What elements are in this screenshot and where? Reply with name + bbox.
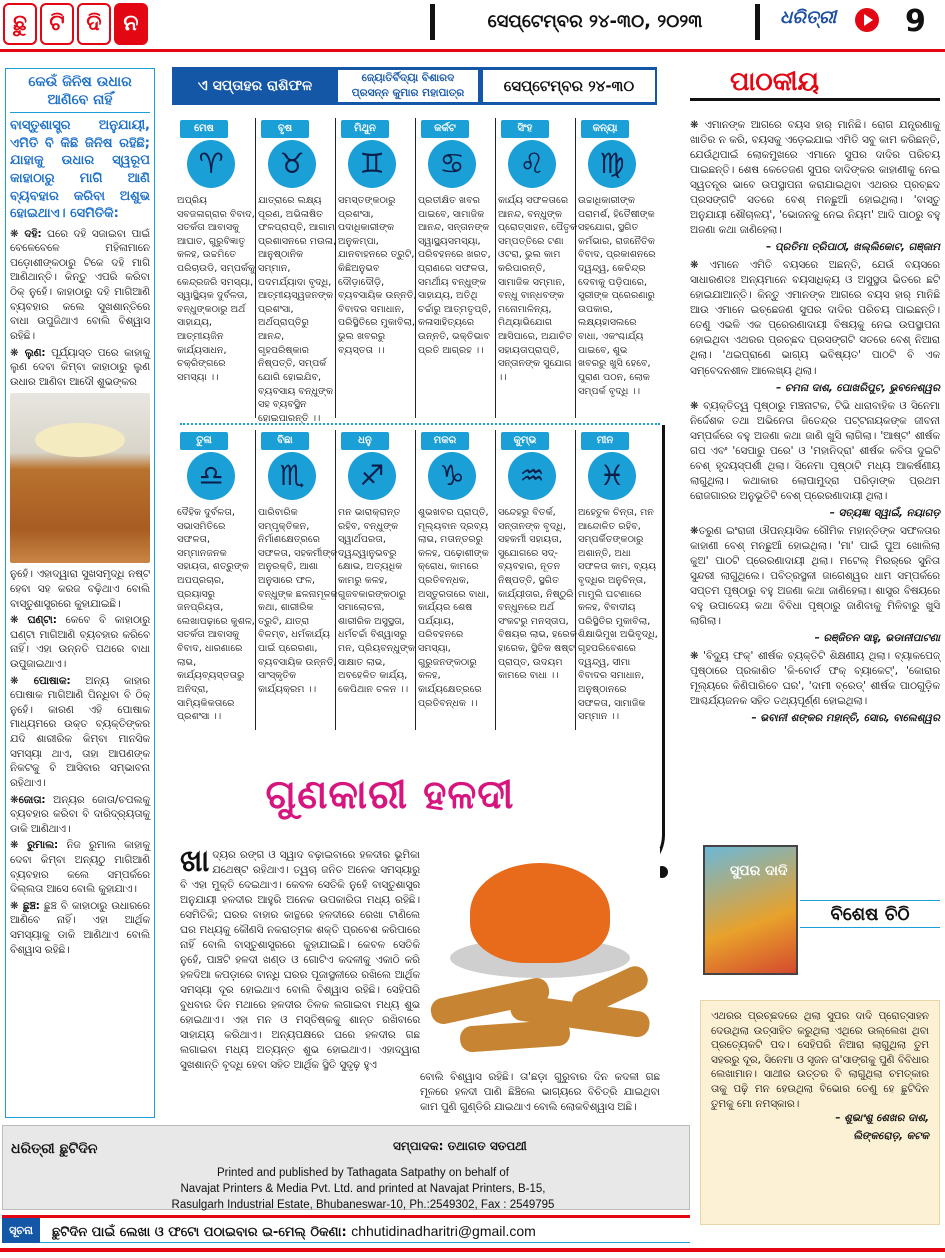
left-article-title: କେଉଁ ଜିନିଷ ଉଧାର ଆଣିବେ ନାହିଁ [10,73,150,113]
notice-tag: ସୂଚନା [2,1218,40,1243]
logo-letter-2: ଟି [40,3,74,45]
horoscope-header [172,67,657,105]
turmeric-image [420,848,660,1063]
issue-date: ସେପ୍ଟେମ୍ବର ୨୪-୩୦, ୨୦୨୩ [430,4,760,40]
letter-text: ❋ ବ୍ୟକ୍ତିତ୍ୱ ପୃଷ୍ଠାରୁ ମଞ୍ଚନାଟକ, ଟିଭି ଧାରାବାହିକ ଓ ସିନେମା ନିର୍ଦ୍ଦେଶକ ତଥା ଅଭିନେତା ଜିତେନ୍ଦ୍ର ପଟ୍ଟନାୟକଙ୍କ ଜୀବନୀ ସମ୍ପର୍କରେ ବହୁ ଅଜଣା କଥା ଜାଣି ଖୁସି ଲାଗିଲା। 'ଆଷ୍ଟ' ଶୀର୍ଷକ ଗପ ଏବଂ 'ସେପାରୁ ପରେ' ଓ 'ମହାନିଦ୍ରା' ଶୀର୍ଷକ କବିତା ଦୁଇଟି ବେଶ୍ ହୃଦୟସ୍ପର୍ଶୀ ଥିଲା। ସିନେମା ପୃଷ୍ଠାଟି ମଧ୍ୟ ଆକର୍ଷଣୀୟ ଲାଗୁଥିଲା। କଥାକାର ଲୋପାମୁଦ୍ରା ପରିଡ଼ାଙ୍କ ପ୍ରଥମ ରୋଜଗାରର ଅନୁଭୂତିଟି ବେଶ୍ ପ୍ରେରଣାଦାୟୀ ଥିଲା। [690,399,940,502]
readers-letters-title: ପାଠକୀୟ [730,67,820,97]
magazine-cover-image: ସୁପର ଦାଦି [703,845,798,975]
letter-text: ❋ 'ବିଦ୍ୟୁ ଫକ୍' ଶୀର୍ଷକ ବ୍ୟକ୍ତିଟି ଶିକ୍ଷଣୀୟ ଥିଲା। ବ୍ୟାକପେଜ୍ ପୃଷ୍ଠାରେ ପ୍ରକାଶିତ 'କି-ବୋର୍ଡ ଫକ୍ ବ୍ୟାକେଟ୍', 'କୋରାର ମୂଲ୍ୟରେ କିଣିପାରିବେ ଘର', 'ଦାମୀ ବ୍ରେଡ୍' ଶୀର୍ଷକ ପାଠଗୁଡ଼ିକ ଆଶ୍ଚର୍ଯ୍ୟଜନକ ସହିତ ତଥ୍ୟପୂର୍ଣ୍ଣ ହୋଇଥିଲା। [690,650,940,708]
zodiac-name: ମକର [421,432,469,450]
notice-bar [2,1215,690,1243]
letter-text: ❋ ଏମାନଙ୍କ ଆଗରେ ବୟସ ହାର୍ ମାନିଛି। ରୋଗ ଯନ୍ତ୍ରଣାକୁ ଖାତିର ନ କରି, ବୟସକୁ ଏଡ଼େଇଯାଇ ଏମିତି ସବୁ କାମ କରିଛନ୍ତି, ଯେଉଁଥିପାଇଁ ଲୋକମୁଖରେ ଏମାନେ ସୁପର ଦାଦିର ପରିଚୟ ପାଇଛନ୍ତି। ଶେଷ କେତେଜଣ ସୁପର ଦାଦିଙ୍କର କାହାଣୀକୁ ନେଇ ସ୍ୱତନ୍ତ୍ର ଭାବେ ଉପସ୍ଥାପନା କରାଯାଇଥିବା ଏଥରର ପ୍ରଚ୍ଛଦ ପ୍ରସଙ୍ଗଟି ସତରେ ବେଶ୍ ମନଛୁଆଁ ହୋଇଥିଲା। 'ବାସ୍ତୁ ଅନୁଯାୟୀ ଶୌଚାଳୟ', 'ଭୋଜନକୁ ନେଇ ନିୟମ' ଆଦି ପାଠରୁ ବହୁ ଅଜଣା କଥା ଜାଣିହେଲା। [690,119,940,237]
zodiac-icon: ♍ [588,140,636,188]
dropcap: ଖା [180,844,210,879]
zodiac-name: ମୀନ [581,432,629,450]
zodiac-name: ବୃଷ [261,120,309,138]
special-letter [700,1000,940,1225]
zodiac-1 [175,430,255,730]
zodiac-forecast: କାର୍ଯ୍ୟ ସଫଳତାରେ ଆନନ୍ଦ, ବନ୍ଧୁଙ୍କ ପ୍ରୋତ୍ସାହନ, ପୈତୃକ ସମ୍ପତ୍ତିରେ ଟଣା ଓଟରା, ଭୁଲ କାମ କରିପାରନ୍ତି, ସାମାଜିକ ସମ୍ମାନ, ବନ୍ଧୁ ବାନ୍ଧବଙ୍କ ମନୋମାଳିନ୍ୟ, ମିଥ୍ୟାଭିଯୋଗ ଆସିପାରେ, ଅଯାଚିତ ସହାୟତାପ୍ରାପ୍ତି, ସନ୍ତାନଙ୍କ ସୁଯୋଗ ।। [498,195,578,383]
zodiac-forecast: ସମସ୍ତଙ୍କଠାରୁ ପ୍ରଶଂସା, ପଦାଧିକାରୀଙ୍କ ଅନୁକମ୍ପା, ଯାନବାହନରେ ତ୍ରୁଟି, କିଛିଅନୁଭବ ଦୌଡ଼ାଦୌଡ଼ି, ବ୍ୟବସାୟିକ ଉନ୍ନତି, ବିବାଦର ସମାଧାନ, ପରିସ୍ଥିତିରେ ମୁକାବିଲା, ଭୁଲ ଖବରରୁ ବ୍ୟସ୍ତତା ।। [338,195,417,356]
zodiac-5 [495,118,578,418]
footer-imprint: Printed and published by Tathagata Satpathy on behalf of Navajat Printers & Media Pvt. Ltd. and printed at Navajat Printers, B-15, Rasulgarh Industrial Estate, Bhubaneswar-10, Ph.:2549302, Fax : 2549795 [171,1167,555,1211]
letter-signature: – ସତ୍ୟଜ୍ଞା ସ୍ୱାଇଁ, ନୟାଗଡ଼ [829,506,940,519]
left-para: ❋ ଛୁଞ୍ଚ: ଛୁଞ୍ଚ ବି କାହାଠାରୁ ଉଧାରରେ ଆଣିବେ ନାହିଁ। ଏହା ଆର୍ଥିକ ସମସ୍ୟାକୁ ଡାକି ଆଣିଥାଏ ବୋଲି ବିଶ୍ୱାସ ରହିଛି। [10,899,150,956]
letter-signature: – ଭବାନୀ ଶଙ୍କର ମହାନ୍ତି, ସୋର, ବାଲେଶ୍ୱର [751,712,940,725]
special-letter-place: ଲିଙ୍କରୋଡ଼, କଟକ [853,1129,929,1142]
zodiac-icon: ♌ [508,140,556,188]
left-para: ❋ ଘଣ୍ଟା: କେବେ ବି କାହାଠାରୁ ଘଣ୍ଟା ମାଗିଆଣି ବ୍ୟବହାର କରିବେ ନାହିଁ। ଏହା ଉନ୍ନତି ପଥରେ ବାଧା ଉପୁଜାଇଥାଏ। [10,614,150,671]
letter-signature: – ପ୍ରତିମା ତ୍ରିପାଠୀ, ଖଲ୍ଲିକୋଟ, ଗଞ୍ଜାମ [766,241,940,254]
footer-editor: ସମ୍ପାଦକ: ତଥାଗତ ସତପଥୀ [393,1139,527,1153]
haldi-article-body-cont: ବୋଲି ବିଶ୍ୱାସ ରହିଛି। ତା'ଛଡ଼ା ଗୁରୁବାର ଦିନ କଦଳୀ ଗଛ ମୂଳରେ ହଳଦୀ ପାଣି ଛିଞ୍ଚିଲେ ଭାଗ୍ୟରେ ବିଚିତ୍ରି ଯାଇଥିବା କାମ ପୁଣି ଗୁଣ୍ଡିରି ଯାଇଥାଏ ବୋଲି ଲୋକବିଶ୍ୱାସ ଅଛି। [420,1071,660,1114]
letter-text: ❋ତରୁଣ ଇଂରାଜୀ ଔପନ୍ୟାସିକ ରୌମିକ ମହାନ୍ତିଙ୍କ ସଫଳତାର କାହାଣୀ ବେଶ୍ ମନଛୁଆଁ ହୋଇଥିଲା। 'ମା' ପାଇଁ ପୁଅ ଖୋଲିଲା କୁଅ' ପାଠଟି ପ୍ରେରଣାଦାୟୀ ଥିଲା। ମଟେଲ୍ ମିରର୍‌ରେ ସୁନିତା ସୁନ୍ଦରୀ ଲାଗୁଥିଲେ। ପବିତ୍ରସ୍ଥଳୀ ଜାଗେଶ୍ୱର ଧାମ ସମ୍ପର୍କରେ ସପ୍ତମ ପୃଷ୍ଠାରୁ ବହୁ ଅଜଣା କଥା ଜାଣିହେଲା। ଶାସ୍ତ୍ର ବିଷୟରେ ବହୁ ଉପାଦେୟ କଥା ବିବିଧା ପୃଷ୍ଠାରୁ ଜାଣିବାକୁ ମିଳିବାରୁ ଖୁସି ଲାଗିଲା। [690,524,940,627]
logo-letter-3: ଦି [77,3,111,45]
curd-pot-image [10,393,150,563]
zodiac-forecast: ଶୁଭଖବର ପ୍ରାପ୍ତି, ମୂଲ୍ୟବାନ ଦ୍ରବ୍ୟ ଲାଭ, ମତାନ୍ତରରୁ କଳହ, ପଢ଼ୋଶୀଙ୍କ କ୍ରୋଧ, କାମରେ ପ୍ରତିବନ୍ଧକ, ଅସ୍ତୁରତାରେ ବାଧା, କାର୍ଯ୍ୟର ଶେଷ ପର୍ଯ୍ୟାୟ, ପରିବହନରେ ସମସ୍ୟା, ଗୁରୁଜନଙ୍କଠାରୁ କଳହ, କାର୍ଯ୍ୟକ୍ଷେତ୍ରରେ ପ୍ରତିବନ୍ଧକ ।। [418,507,490,709]
logo-letter-4: ନ [114,3,148,45]
zodiac-3 [335,118,415,418]
left-para: ❋ ରୁମାଲ: ନିଜ ରୁମାଲ କାହାକୁ ଦେବା କିମ୍ବା ଅନ୍ୟଠୁ ମାଗିଆଣି ବ୍ୟବହାର କଲେ ସମ୍ପର୍କରେ ଦିଲ୍ଲତା ଆସେ ବୋଲି କୁହାଯାଏ। [10,839,150,896]
horoscope-title: ଏ ସପ୍ତାହର ରାଶିଫଳ [175,70,335,102]
zodiac-1 [175,118,255,418]
zodiac-forecast: ଅହେତୁକ ଚିନ୍ତା, ମନ ଆନ୍ଦୋଳିତ ରହିବ, ସମ୍ପର୍କିତଙ୍କଠାରୁ ଅଶାନ୍ତି, ଅଧା ସଫଳତା କାମ, ବ୍ୟୟ ବୃଦ୍ଧିର ଅନୁଚିନ୍ତା, ମାମୁଲି ଘଟଣାରେ କଳହ, ବିବାଦୀୟ ପରିସ୍ଥିତିର ମୁକାବିଲା, ଶିକ୍ଷାଭିମୁଖ ଅଭିବୃଦ୍ଧି, ଗୃହପରିବେଶରେ ଦ୍ୱନ୍ଦ୍ୱ, ସୀମା ବିବାଦର ସମାଧାନ, ଅନୁଷ୍ଠାନରେ ସଫଳତା, ସାମାଜିକ ସମ୍ମାନ ।। [578,507,658,723]
zodiac-icon: ♒ [508,452,556,500]
zodiac-name: କର୍କଟ [421,120,469,138]
page-number: 9 [905,4,926,39]
zodiac-icon: ♑ [428,452,476,500]
haldi-article-title: ଗୁଣକାରୀ ହଳଦୀ [265,772,515,818]
zodiac-name: ମେଷ [180,120,228,138]
zodiac-3 [335,430,415,730]
zodiac-icon: ♓ [588,452,636,500]
zodiac-icon: ♏ [268,452,316,500]
zodiac-4 [415,118,495,418]
zodiac-2 [255,430,338,730]
zodiac-icon: ♐ [348,452,396,500]
left-para: ❋ ଲୁଣ: ପୂର୍ଯ୍ୟାସ୍ତ ପରେ କାହାକୁ ଲୁଣ ଦେବା କିମ୍ବା କାହାଠାରୁ ଲୁଣ ଉଧାର ଆଣିବା ଆଦୌ ଶୁଭଙ୍କର [10,346,151,388]
zodiac-icon: ♊ [348,140,396,188]
zodiac-icon: ♎ [187,452,235,500]
zodiac-forecast: ଉଚ୍ଚାଧିକାରୀଙ୍କ ପରାମର୍ଶ, ହିତୈଷୀଙ୍କ ସହଯୋଗ, ସ୍ଥଗିତ କର୍ମଭାର, ରାଜନୈତିକ ବିବାଦ, ପ୍ରକାଶନରେ ଦ୍ୱନ୍ଦ୍ୱ, କେଚିନ୍ଦ୍ର ଦେବାକୁ ପଡ଼ିପାରେ, ସ୍ତ୍ରୀଙ୍କ ପ୍ରେରଣାରୁ ଉପକାର, ଲକ୍ଷ୍ୟହାସଲରେ ବାଧା, ଏକଂଶ୍ଚାର୍ଯ୍ୟ ପାଇବେ, ଶୁଭ ଖବରରୁ ଖୁସି ହେବେ, ପୁରାଣ ପଠନ, ଲୋକ ସମ୍ପର୍କ ବୃଦ୍ଧି ।। [578,195,656,397]
zodiac-icon: ♉ [268,140,316,188]
special-letter-text: ଏଥରର ପ୍ରଚ୍ଛଦରେ ଥିଲା ସୁପର ଦାଦି ପ୍ରୋତ୍ସାହନ ଦେଉଥିଲା ଉତ୍ସାହିତ କରୁଥିଲା ଏଥିରେ ଉଲ୍ଲେଖ ଥିବା ପ୍ରତ୍ୟେକଟି ପଦ। ସେହିପରି ନିଆରା ଲାଗୁଥିଲା ତୁମ ସହରରୁ ଦୂର, ସିନେମା ଓ ସୃଜନ ତା'ସାଙ୍ଗକୁ ପୁଣି ବିବିଧାର ଲେଖାମାନ। ସାଥୀର ଉତ୍ତର ବି ଲାଗୁଥିଲା ଚମତ୍କାର ତାକୁ ପଢ଼ି ମନ ହେଉଥିଲା ବିଭୋର ତେଣୁ ହେ ଛୁଟିଦିନ ତୁମକୁ ମୋ ନମସ୍କାର। [711,1010,929,1110]
zodiac-forecast: ଅପ୍ରିୟ ସବଜଳାଗ୍ରାର ବିବାଦ, ସତର୍କତା ଆବାସକୁ ଆଘାତ, ଗୁରୁବିଜ୍ଞାତୃ କଳହ, ଉଚ୍ଚମିତେ ପରିଚାଉଡି, ସମ୍ପର୍କକୁ କେନ୍ଦ୍ରଜରି ସମସ୍ୟା, ସ୍ୱାସ୍ଥ୍ୟିକ ଦୁର୍ବଳତା, ବନ୍ଧୁଙ୍କଠାରୁ ଅର୍ଥ ସାହାଯ୍ୟ, ଆତ୍ମୀୟଜିନ କାର୍ଯ୍ୟସାଧନ, ଚକ୍ରିଙ୍ଗରେ ସମସ୍ୟା ।। [177,195,256,383]
zodiac-name: ସିଂହ [501,120,549,138]
left-para: ❋ଜୋତା: ଅନ୍ୟର ଜୋତା/ଚପଲକୁ ବ୍ୟବହାର କରିବା ବି ଦାରିଦ୍ର୍ୟତାକୁ ଡାକି ଆଣିଥାଏ। [10,793,150,835]
zodiac-forecast: ପାରିବାରିକ ସମ୍ପୃକ୍ତିକନ, ନିର୍ମାଣକ୍ଷେତ୍ରରେ ସଫଳତା, ସହକର୍ମୀଙ୍କ ଅନୁରକ୍ତି, ଆଶା ଅନୁସାରେ ଫଳ, ବନ୍ଧୁଙ୍କ ଛଳନାମୂଳକ କଥା, ଶାରୀରିକ ତ୍ରୁଟି, ଯାତ୍ରା ବିଳମ୍ବ, ଧର୍ମକାର୍ଯ୍ୟ ପାଇଁ ପ୍ରେରଣା, ବ୍ୟବସାୟିକ ଉନ୍ନତି, ସାଂସ୍କୃତିକ କାର୍ଯ୍ୟକ୍ରମ ।। [258,507,338,695]
footer-paper-name: ଧରିତ୍ରୀ ଛୁଟିଦିନ [11,1141,98,1157]
zodiac-2 [255,118,337,424]
left-para: ❋ ଦହି: ଘରେ ଦହି ସଜାଇବା ପାଇଁ ବେଳେବେଳେ ମହିଳାମାନେ ପଡ଼ୋଶୀଙ୍କଠାରୁ ଟିକେ ଦହି ମାଗି ଆଣିଥାନ୍ତି। କିନ୍ତୁ ଏପରି କରିବା ଠିକ୍ ନୁହେଁ। କାହାଠାରୁ ଦହି ମାଗିଆଣି ବ୍ୟବହାର କଲେ ସୁଖଶାନ୍ତିରେ ବାଧା ଉପୁଜିଥାଏ ବୋଲି ବିଶ୍ୱାସ ରହିଛି। [10,227,150,342]
horoscope-date: ସେପ୍ଟେମ୍ବର ୨୪-୩୦ [483,70,655,102]
readers-letters [690,118,940,729]
bottom-rule [0,1248,945,1252]
special-letter-title: ବିଶେଷ ଚିଠି [800,900,940,928]
logo-letter-1: ଛୁ [3,3,37,45]
zodiac-name: ତୁଳା [180,432,228,450]
letter-signature: – ଚମନା ଦାଶ, ପୋଖରିପୁଟ, ଭୁବନେଶ୍ୱର [776,381,940,394]
play-icon [855,8,879,32]
haldi-article-body: ଖାଦ୍ୟର ରଙ୍ଗ ଓ ସ୍ୱାଦ ବଢ଼ାଇବାରେ ହଳଦୀର ଭୂମିକା ଯଥେଷ୍ଟ ରହିଥାଏ। ତ୍ୱଚା ଜନିତ ଅନେକ ସମସ୍ୟାରୁ ବି ଏହା ମୁକ୍ତି ଦେଇଥାଏ। କେବଳ ସେତିକି ନୁହେଁ ବାସ୍ତୁଶାସ୍ତ୍ର ଅନୁଯାୟୀ ହଳଦୀର ଆହୁରି ଅନେକ ଉପକାରିତା ମଧ୍ୟ ରହିଛି। ସେମିତିକି; ଘରର ବାହାର କାନ୍ଥରେ ହଳଦୀରେ ରେଖା ଟାଣିଲେ ଘର ମଧ୍ୟକୁ କୌଣସି ନକରାତ୍ମକ ଶକ୍ତି ପ୍ରବେଶ କରିପାରେ ନାହିଁ ବୋଲି ବାସ୍ତୁଶାସ୍ତ୍ରରେ କୁହାଯାଇଛି। କେବଳ ସେତିକି ନୁହେଁ, ପାଞ୍ଚଟି ହଳଦୀ ଖଣ୍ଡ ଓ ଗୋଟିଏ କଦଳୀକୁ ଏକାଠି କରି ହଳଦିଆ କପଡ଼ାରେ ବାନ୍ଧି ଘରର ପୂଜାସ୍ଥଳୀରେ ରଖିଲେ ଆର୍ଥିକ ସମସ୍ୟା ଦୂର ହୋଇଥାଏ ବୋଲି ବିଶ୍ୱାସ ରହିଛି। ସେହିପରି ବୁଧବାର ଦିନ ମଥାରେ ହଳଦୀର ତିଳକ ଲଗାଇବା ମଧ୍ୟ ଶୁଭ ହୋଇଥାଏ। ଏହା ମନ ଓ ମସ୍ତିଷ୍କକୁ ଶାନ୍ତ ରଖିବାରେ ସାହାଯ୍ୟ କରିଥାଏ। ଅନ୍ୟପକ୍ଷରେ ଘରେ ହଳଦୀର ଗଛ ଲଗାଇବା ମଧ୍ୟ ଅତ୍ୟନ୍ତ ଶୁଭ ହୋଇଥାଏ। ଏହାଦ୍ୱାରା ସୁଖଶାନ୍ତି ବୃଦ୍ଧି ହେବା ସହିତ ଆର୍ଥିକ ସ୍ଥିତି ସୁଦୃଢ଼ ହୁଏ [180,844,420,1072]
letter-text: ❋ ଏମାନେ ଏମିତି ବୟସରେ ଅଛନ୍ତି, ଯେଉଁ ବୟସରେ ସାଧାରଣତଃ ଅନ୍ୟମାନେ ବୟସାଧିକ୍ୟ ଓ ଅସୁସ୍ଥତା ଭିତରେ ଛଟି ହୋଇଯାଆନ୍ତି। କିନ୍ତୁ ଏମାନଙ୍କ ଆଗରେ ବୟସ ହାର୍ ମାନିଛି ଆଉ ଏମାନେ ଇଚ୍ଛେଜଣ ସୁପର ଦାଦିର ପରିଚୟ ପାଇଛନ୍ତି। ତେଣୁ ଏଭଳି ଏକ ପ୍ରେରଣାଦାୟୀ ବିଷୟକୁ ନେଇ ଉପସ୍ଥାପନା ହୋଇଥିବା ଏଥରର ପ୍ରଚ୍ଛଦ ପ୍ରସଙ୍ଗଟି ସତରେ ବେଶ୍ ନିଆରା ଥିଲା। 'ଥଇପ୍ରାଣେ ଭାଗ୍ୟ ଭବିଷ୍ୟତ' ପାଠଟି ବି ଏକ ସମ୍ବେଦନଶୀଳ ଆଲେଖ୍ୟ ଥିଲା। [690,259,940,377]
horoscope-author: ଜ୍ୟୋତିର୍ବିଦ୍ୟା ବିଶାରଦ ପ୍ରସନ୍ନ କୁମାର ମହାପାତ୍ର [338,70,478,102]
zodiac-name: କନ୍ୟା [581,120,629,138]
zodiac-forecast: ମନ ଭାରାକ୍ରାନ୍ତ ରହିବ, ବନ୍ଧୁଙ୍କ ସ୍ୱାର୍ଥପରତା, ଦ୍ୱନ୍ଦ୍ୱାନୁଭବରୁ କ୍ଷୋଭ, ଅତ୍ୟଧିକ କାମରୁ କଳହ, ଗୁଜବକାରଙ୍କଠାରୁ ସମାଲୋଚନା, ଶାରୀରିକ ଅସୁସ୍ଥତା, ଧର୍ମଚର୍ଚ୍ଚା ବିଶ୍ୱାସରୁ ମନ, ପ୍ରିୟବନ୍ଧୁଙ୍କ ସାକ୍ଷାତ ଲାଭ, ଅବହେଳିତ କାର୍ଯ୍ୟ, କେପିଥାନ ଚଳନ ।। [338,507,415,695]
zodiac-forecast: ପ୍ରତୀକ୍ଷିତ ଖବର ପାଇବେ, ସାମାଜିକ ଆନନ୍ଦ, ସନ୍ତାନଙ୍କ ସ୍ୱାସ୍ଥ୍ୟସମସ୍ୟା, ପରିବହନରେ ଖରଚ, ପ୍ରାଣରେ ସଫଳତା, ସମର୍ଥୀୟ ବନ୍ଧୁଙ୍କ ସାହାଯ୍ୟ, ଅତିଥି ଚର୍ଚ୍ଚାରୁ ଆତ୍ମତୃପ୍ତି, କଳାସାହିତ୍ୟରେ ଉନ୍ନତି, ଭକ୍ତିଭାବ ପ୍ରତି ଆଗ୍ରହ ।। [418,195,492,356]
zodiac-6 [575,118,655,418]
left-para: ନୁହେଁ। ଏହାଦ୍ୱାରା ସୁଖସମୃଦ୍ଧି ନଷ୍ଟ ହେବା ସହ କରଜ ବଢ଼ିଥାଏ ବୋଲି ବାସ୍ତୁଶାସ୍ତ୍ରରେ କୁହାଯାଇଛି। [10,568,150,610]
email-link[interactable]: chhutidinadharitri@gmail.com [351,1223,536,1239]
special-letter-signature: – ଶୁଭାଂଶୁ ଶେଖର ଦାଶ, [835,1112,929,1125]
zodiac-name: ବିଛା [261,432,309,450]
imprint-footer [2,1125,690,1210]
zodiac-icon: ♈ [187,140,235,188]
paper-logo: ଧରିତ୍ରୀ [780,7,837,28]
left-article-intro: ବାସ୍ତୁଶାସ୍ତ୍ର ଅନୁଯାୟୀ, ଏମିତି ବି କିଛି ଜିନିଷ ରହିଛି; ଯାହାକୁ ଉଧାର ସ୍ୱରୂପ କାହାଠାରୁ ମାଗି ଆଣି ବ୍ୟବହାର କରିବା ଅଶୁଭ ହୋଇଥାଏ। ସେମିତିକି: [10,118,150,222]
zodiac-forecast: ଯାତ୍ରାରେ ଲକ୍ଷ୍ୟ ପୂରଣ, ଅଭିଳାଷିତ ଫଳପ୍ରାପ୍ତି, ଆଗାମ ପ୍ରଶାସନରେ ମଉଳା, ଆନୁଷ୍ଠାନିକ ସମ୍ମାନ, ପଦମର୍ଯ୍ୟାଦା ବୃଦ୍ଧି, ଆତ୍ମୀୟସ୍ୱଜନଙ୍କ ପ୍ରଶଂସା, ଅର୍ଥପ୍ରାପ୍ତିରୁ ଆନନ୍ଦ, ଗୃହପରିଷ୍କାର ନିଷ୍ପତ୍ତି, ସମ୍ପର୍କ ଯୋଗି ହୋଇଯିବ, ବ୍ୟବସାୟ ବନ୍ଧୁଙ୍କ ସହ ବ୍ୟବସ୍ଥିନ ହୋଇପାରନ୍ତି ।। [258,195,337,424]
zodiac-forecast: ଦୈହିକ ଦୁର୍ବଳତା, ସଭାସମିତିରେ ସଫଳତା, ସମ୍ମାନଜନକ ସହାୟତା, ଶତ୍ରୁଙ୍କ ଅପପ୍ରଚାର, ପ୍ରୟାସରୁ ଜନପ୍ରିୟତା, ଲେଖାପଢ଼ାରେ କୁଶଳ, ସତର୍କତା ଆବାସକୁ ବିବାଦ, ଧାରଣାରେ ଲାଭ, କାର୍ଯ୍ୟବ୍ୟସ୍ତତାରୁ ଅନିଦ୍ରା, ସାମ୍ୟିକିକତାରେ ପ୍ରଶଂସା ।। [177,507,255,723]
zodiac-forecast: ସନ୍ଦେହରୁ ବିତର୍କ, ସନ୍ତାନଙ୍କ ବୃଦ୍ଧି, ସହକର୍ମୀ ସହାୟତା, ସୁଯୋଗରେ ସଦ୍-ବ୍ୟବହାର, ନୂତନ ନିଷ୍ପତ୍ତି, ସ୍ଥଗିତ କାର୍ଯ୍ୟୀତାର, ନିଷ୍ଠୁରି ବନ୍ଧୁନରେ ଅର୍ଥ ସଂକଟରୁ ମନସ୍ତାପ, ବିଷୟର ଲାଭ, ହରେକ ହାରେକ, ସ୍ଥିତିକ ଷଷ୍ଟ ପ୍ରାପ୍ତ, ଉଦୟମ କାମରେ ବାଧା ।। [498,507,577,682]
notice-text: ଛୁଟିଦିନ ପାଇଁ ଲେଖା ଓ ଫଟୋ ପଠାଇବାର ଇ-ମେଲ୍ ଠିକଣା: chhutidinadharitri@gmail.com [52,1223,536,1240]
letter-signature: – ରଞ୍ଜିତନ ସାହୁ, ଭଡାନୀପାଟଣା [814,632,940,645]
zodiac-name: କୁମ୍ଭ [501,432,549,450]
zodiac-name: ମିଥୁନ [341,120,389,138]
zodiac-4 [415,430,495,730]
readers-letters-header [690,65,940,101]
zodiac-name: ଧନୁ [341,432,389,450]
left-para: ❋ ପୋଷାକ: ଅନ୍ୟ କାହାର ପୋଷାକ ମାଗିଆଣି ପିନ୍ଧିବା ବି ଠିକ୍ ନୁହେଁ। କାରଣ ଏହି ପୋଷାକ ମାଧ୍ୟମରେ ଉକ୍ତ ବ୍ୟକ୍ତିଙ୍କର ଯଦି ଶାରୀରିକ କିମ୍ବା ମାନସିକ ସମସ୍ୟା ଥାଏ, ତାହା ଆପଣଙ୍କ ନିକଟକୁ ବି ଆସିବାର ସମ୍ଭାବନା ରହିଥାଏ। [10,674,150,789]
left-article [5,68,155,1118]
zodiac-icon: ♋ [428,140,476,188]
